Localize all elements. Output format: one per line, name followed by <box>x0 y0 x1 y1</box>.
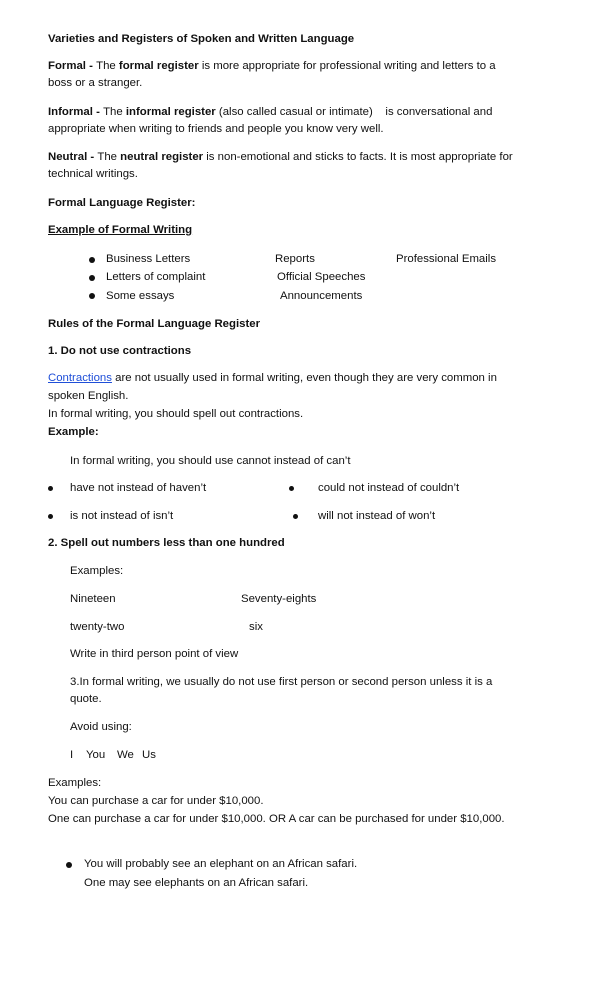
contractions-link[interactable]: Contractions <box>48 372 112 384</box>
rule2-heading: 2. Spell out numbers less than one hundred <box>48 537 285 549</box>
rule1-paragraph-line2: spoken English. <box>48 390 129 402</box>
rule1-intro: In formal writing, you should use cannot instead of can’t <box>70 455 351 467</box>
informal-definition-line2: appropriate when writing to friends and people you know very well. <box>48 123 384 135</box>
rule1-example-label: Example: <box>48 426 99 438</box>
bullet-icon <box>289 486 294 491</box>
safari-example-line1: You will probably see an elephant on an African safari. <box>84 858 358 870</box>
rules-heading: Rules of the Formal Language Register <box>48 318 261 330</box>
formal-register-heading: Formal Language Register: <box>48 197 196 209</box>
rule1-paragraph-line3: In formal writing, you should spell out contractions. <box>48 408 304 420</box>
bullet-icon <box>48 486 53 491</box>
document-title: Varieties and Registers of Spoken and Written Language <box>48 33 355 45</box>
informal-definition-line1: Informal - The informal register (also called casual or intimate) is conversational and <box>48 106 493 118</box>
rule1-heading: 1. Do not use contractions <box>48 345 192 357</box>
third-person-line: Write in third person point of view <box>70 648 239 660</box>
contraction-example: could not instead of couldn’t <box>318 482 460 494</box>
rule2-examples-label: Examples: <box>70 565 124 577</box>
example-heading: Example of Formal Writing <box>48 224 193 236</box>
safari-example-line2: One may see elephants on an African safari. <box>84 877 309 889</box>
list-item: Some essays <box>106 290 175 302</box>
number-example: six <box>249 621 263 633</box>
avoid-word: You <box>86 749 106 761</box>
avoid-word: Us <box>142 749 156 761</box>
contraction-example: have not instead of haven’t <box>70 482 207 494</box>
avoid-word: I <box>70 749 74 761</box>
bullet-icon <box>293 514 298 519</box>
list-item: Professional Emails <box>396 253 497 265</box>
bullet-icon <box>48 514 53 519</box>
formal-definition-line2: boss or a stranger. <box>48 77 143 89</box>
list-item: Letters of complaint <box>106 271 206 283</box>
number-example: Nineteen <box>70 593 116 605</box>
closing-example-line1: You can purchase a car for under $10,000. <box>48 795 264 807</box>
closing-example-line2: One can purchase a car for under $10,000. OR A car can be purchased for under $10,000. <box>48 813 505 825</box>
contraction-example: is not instead of isn’t <box>70 510 174 522</box>
closing-examples-label: Examples: <box>48 777 102 789</box>
number-example: Seventy-eights <box>241 593 317 605</box>
rule1-paragraph-line1: Contractions are not usually used in formal writing, even though they are very common in <box>48 372 497 384</box>
list-item: Announcements <box>280 290 363 302</box>
avoid-label: Avoid using: <box>70 721 132 733</box>
bullet-icon <box>89 293 95 299</box>
rule3-line2: quote. <box>70 693 102 705</box>
avoid-word: We <box>117 749 134 761</box>
list-item: Business Letters <box>106 253 191 265</box>
bullet-icon <box>89 257 95 263</box>
number-example: twenty-two <box>70 621 125 633</box>
neutral-definition-line1: Neutral - The neutral register is non-emotional and sticks to facts. It is most appropriate for <box>48 151 513 163</box>
formal-definition-line1: Formal - The formal register is more appropriate for professional writing and letters to a <box>48 60 496 72</box>
rule3-line1: 3.In formal writing, we usually do not use first person or second person unless it is a <box>70 676 493 688</box>
bullet-icon <box>66 862 72 868</box>
list-item: Official Speeches <box>277 271 366 283</box>
neutral-definition-line2: technical writings. <box>48 168 138 180</box>
bullet-icon <box>89 275 95 281</box>
list-item: Reports <box>275 253 315 265</box>
contraction-example: will not instead of won’t <box>318 510 436 522</box>
